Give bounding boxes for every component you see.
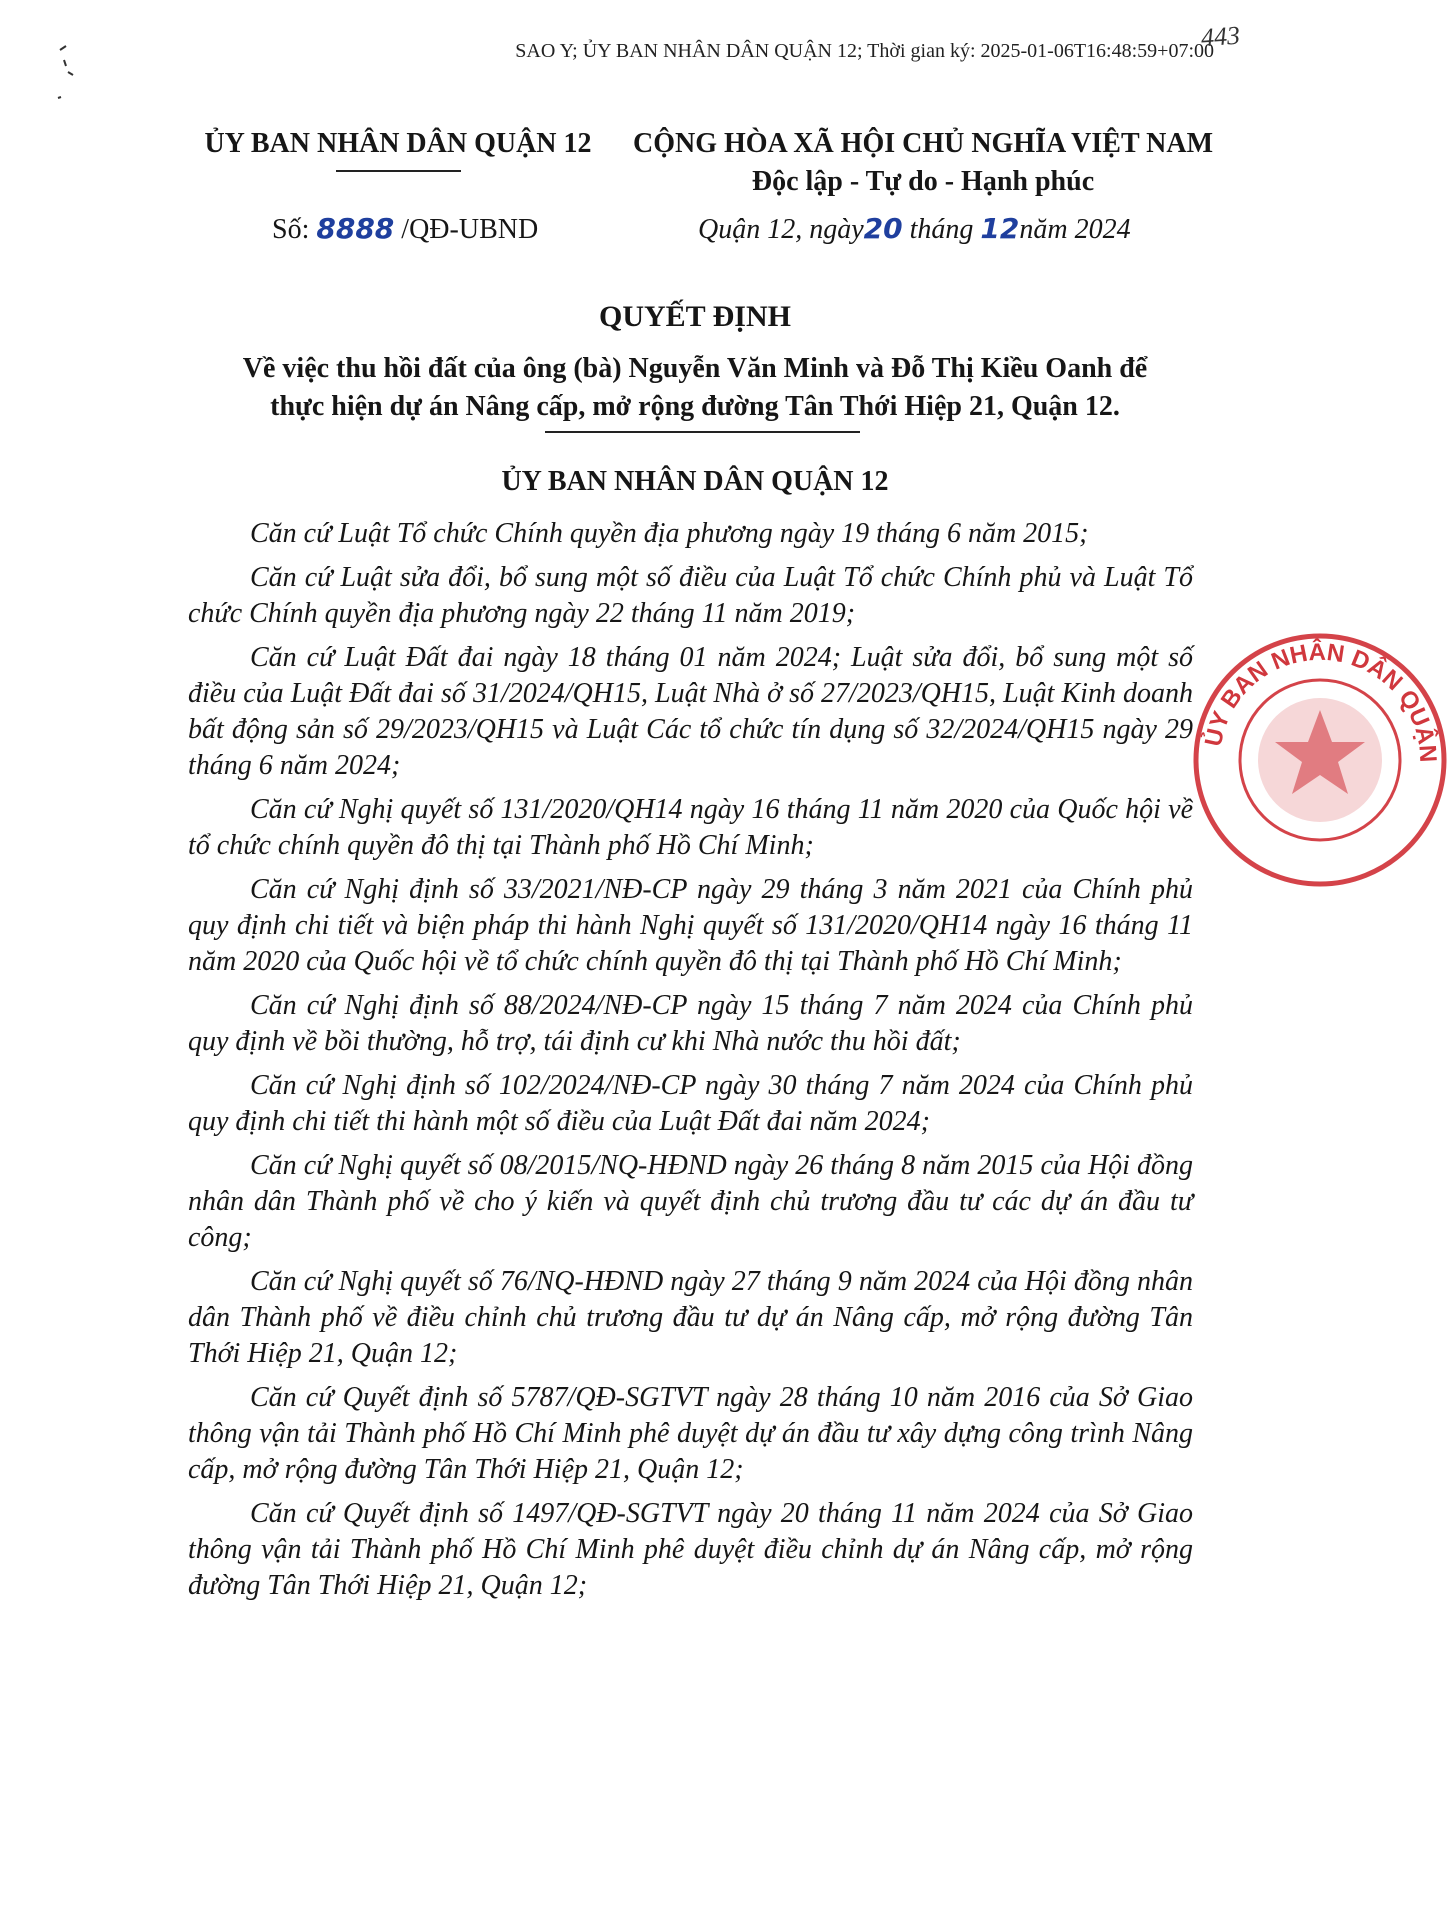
number-suffix: /QĐ-UBND bbox=[401, 214, 539, 245]
legal-basis-paragraph: Căn cứ Luật Đất đai ngày 18 tháng 01 năm 2024; Luật sửa đổi, bổ sung một số điều của Luật Đất đai số 31/2024/QH15, Luật Nhà ở số 27/2023/QH15, Luật Kinh doanh bất động sản số 29/2023/QH15 và Luật Các tổ chức tín dụng số 32/2024/QH15 ngày 29 tháng 6 năm 2024; bbox=[188, 642, 1193, 781]
legal-basis-paragraph: Căn cứ Nghị định số 88/2024/NĐ-CP ngày 15 tháng 7 năm 2024 của Chính phủ quy định về bồi thường, hỗ trợ, tái định cư khi Nhà nước thu hồi đất; bbox=[188, 990, 1193, 1057]
seal-text: ỦY BAN NHÂN DÂN QUẬN bbox=[1199, 638, 1442, 764]
legal-basis-paragraph: Căn cứ Quyết định số 1497/QĐ-SGTVT ngày 20 tháng 11 năm 2024 của Sở Giao thông vận tải Thành phố Hồ Chí Minh phê duyệt điều chỉnh dự án Nâng cấp, mở rộng đường Tân Thới Hiệp 21, Quận 12; bbox=[188, 1498, 1193, 1601]
handwritten-number: 8888 bbox=[316, 212, 395, 245]
date-text-1: Quận 12, ngày bbox=[698, 214, 864, 245]
subject-line-1: Về việc thu hồi đất của ông (bà) Nguyễn Văn Minh và Đỗ Thị Kiều Oanh để bbox=[242, 353, 1148, 384]
issuer-underline bbox=[336, 170, 461, 172]
legal-basis-paragraph: Căn cứ Nghị quyết số 131/2020/QH14 ngày 16 tháng 11 năm 2020 của Quốc hội về tổ chức chính quyền đô thị tại Thành phố Hồ Chí Minh; bbox=[188, 794, 1193, 861]
subject-underline bbox=[545, 431, 860, 433]
document-date bbox=[698, 212, 1131, 246]
subject-line-2: thực hiện dự án Nâng cấp, mở rộng đường Tân Thới Hiệp 21, Quận 12. bbox=[270, 391, 1120, 422]
document-number bbox=[272, 212, 538, 246]
date-text-3: năm 2024 bbox=[1019, 214, 1131, 245]
legal-basis-paragraph: Căn cứ Luật sửa đổi, bổ sung một số điều của Luật Tổ chức Chính phủ và Luật Tổ chức Chính quyền địa phương ngày 22 tháng 11 năm 2019; bbox=[188, 562, 1193, 629]
document-subject bbox=[150, 350, 1240, 426]
national-motto: Độc lập - Tự do - Hạnh phúc bbox=[751, 166, 1095, 197]
legal-bases bbox=[188, 516, 1193, 1612]
date-text-2: tháng bbox=[909, 214, 974, 245]
scan-specks bbox=[50, 20, 110, 130]
handwritten-page-number: 443 bbox=[1200, 20, 1241, 53]
handwritten-month: 12 bbox=[980, 212, 1020, 245]
national-header bbox=[618, 128, 1228, 198]
official-seal bbox=[1190, 630, 1450, 890]
number-prefix: Số: bbox=[272, 214, 310, 245]
handwritten-day: 20 bbox=[863, 212, 903, 245]
issuing-authority: ỦY BAN NHÂN DÂN QUẬN 12 bbox=[501, 466, 889, 497]
legal-basis-paragraph: Căn cứ Luật Tổ chức Chính quyền địa phương ngày 19 tháng 6 năm 2015; bbox=[250, 518, 1089, 549]
document-title: QUYẾT ĐỊNH bbox=[599, 300, 791, 333]
legal-basis-paragraph: Căn cứ Nghị quyết số 76/NQ-HĐND ngày 27 tháng 9 năm 2024 của Hội đồng nhân dân Thành phố về điều chỉnh chủ trương đầu tư dự án Nâng cấp, mở rộng đường Tân Thới Hiệp 21, Quận 12; bbox=[188, 1266, 1193, 1369]
legal-basis-paragraph: Căn cứ Quyết định số 5787/QĐ-SGTVT ngày 28 tháng 10 năm 2016 của Sở Giao thông vận tải Thành phố Hồ Chí Minh phê duyệt dự án đầu tư xây dựng công trình Nâng cấp, mở rộng đường Tân Thới Hiệp 21, Quận 12; bbox=[188, 1382, 1193, 1485]
issuer-name: ỦY BAN NHÂN DÂN QUẬN 12 bbox=[204, 128, 592, 159]
issuer-block bbox=[188, 128, 608, 172]
legal-basis-paragraph: Căn cứ Nghị định số 102/2024/NĐ-CP ngày 30 tháng 7 năm 2024 của Chính phủ quy định chi tiết thi hành một số điều của Luật Đất đai năm 2024; bbox=[188, 1070, 1193, 1137]
legal-basis-paragraph: Căn cứ Nghị định số 33/2021/NĐ-CP ngày 29 tháng 3 năm 2021 của Chính phủ quy định chi tiết và biện pháp thi hành Nghị quyết số 131/2020/QH14 ngày 16 tháng 11 năm 2020 của Quốc hội về tổ chức chính quyền đô thị tại Thành phố Hồ Chí Minh; bbox=[188, 874, 1193, 977]
legal-basis-paragraph: Căn cứ Nghị quyết số 08/2015/NQ-HĐND ngày 26 tháng 8 năm 2015 của Hội đồng nhân dân Thành phố về cho ý kiến và quyết định chủ trương đầu tư các dự án đầu tư công; bbox=[188, 1150, 1193, 1253]
digital-copy-stamp: SAO Y; ỦY BAN NHÂN DÂN QUẬN 12; Thời gian ký: 2025-01-06T16:48:59+07:00 bbox=[515, 40, 1214, 62]
nation-name: CỘNG HÒA XÃ HỘI CHỦ NGHĨA VIỆT NAM bbox=[632, 128, 1214, 159]
